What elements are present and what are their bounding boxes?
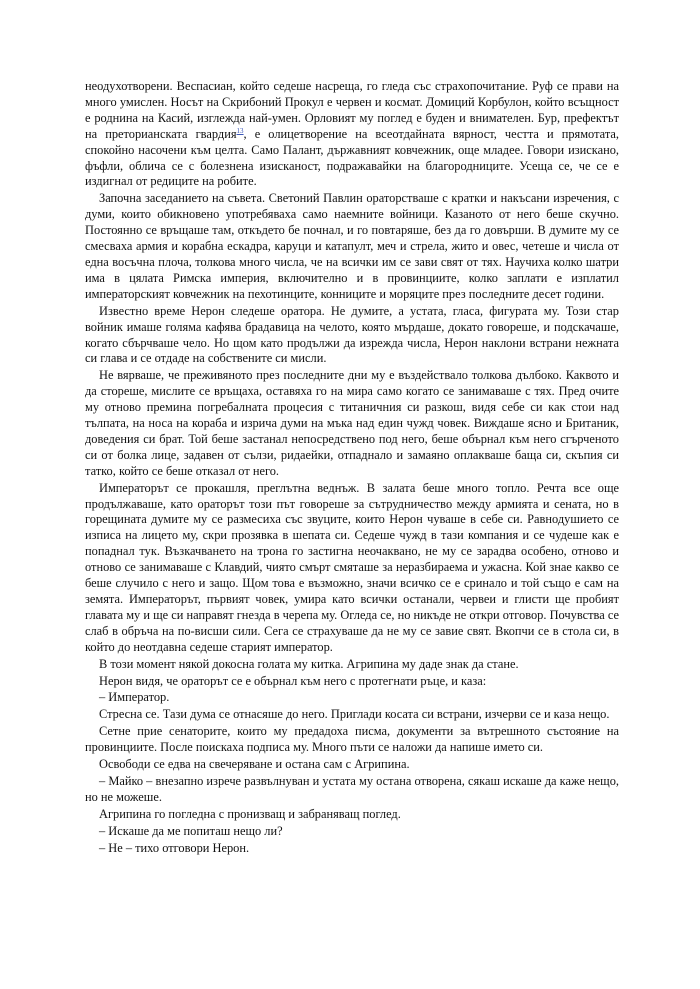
paragraph-1-text-start: неодухотворени. Веспасиан, който седеше насреща, го гледа със страхопочитание. Руф се прави на много умислен. Носът на Скрибоний Прокул е червен и космат. Домиций Корбулон, който всъщност е роднина на Касий, изглежда най-умен. Орловият му поглед е буден и внимателен. Бур, префектът на преторианската гвардия bbox=[85, 79, 619, 141]
paragraph-6: В този момент някой докосна голата му китка. Агрипина му даде знак да стане. bbox=[99, 656, 519, 671]
paragraph-1-text-end: , е олицетворение на всеотдайната вярност, честта и прямотата, спокойно насочени към целта. Само Палант, държавният ковчежник, още младее. Говори изискано, фъфли, облича се с болезнена изисканост, подражавайки на благородниците. Усеща се, че се е издигнал от редиците на робите. bbox=[85, 126, 620, 189]
paragraph-12: – Майко – внезапно изрече развълнуван и устата му остана отворена, сякаш искаше да каже нещо, но не можеше. bbox=[85, 773, 619, 804]
paragraph-7: Нерон видя, че ораторът се е обърнал към него с протегнати ръце, и каза: bbox=[99, 673, 487, 688]
document-page bbox=[85, 79, 619, 858]
paragraph-11: Освободи се едва на свечеряване и остана сам с Агрипина. bbox=[99, 757, 410, 772]
paragraph-13: Агрипина го погледна с пронизващ и забраняващ поглед. bbox=[99, 806, 401, 821]
paragraph-3: Известно време Нерон следеше оратора. Не думите, а устата, гласа, фигурата му. Този стар войник имаше голяма кафява брадавица на челото, която мърдаше, докато говореше, и подскачаше, когато сбърчваше чело. Но щом като продължи да изрежда числа, Нерон наклони встрани нежната си глава и се отдаде на собствените си мисли. bbox=[85, 303, 619, 366]
paragraph-10: Сетне прие сенаторите, които му предадоха писма, документи за вътрешното състояние на провинциите. После поискаха подписа му. Много пъти се наложи да напише името си. bbox=[85, 724, 619, 755]
paragraph-9: Стресна се. Тази дума се отнасяше до него. Приглади косата си встрани, изчерви се и каза нещо. bbox=[99, 707, 610, 722]
paragraph-2: Започна заседанието на съвета. Светоний Павлин ораторстваше с кратки и накъсани изречения, с думи, които обикновено употребяваха само наемните войници. Казаното от него беше скучно. Постоянно се връщаше там, откъдето бе почнал, и го повтаряше, без да го довърши. В думите му се смесваха армия и корабна ескадра, каруци и катапулт, меч и стрела, жито и овес, четеше и числа от една восъчна плоча, толкова много числа, че на всички им се зави свят от тях. Научиха колко шатри има в цялата Римска империя, включително и в провинциите, колко заплати е изплатил императорският ковчежник на пехотинците, конниците и моряците през последните десет години. bbox=[85, 191, 619, 301]
paragraph-15: – Не – тихо отговори Нерон. bbox=[99, 840, 250, 855]
paragraph-5: Императорът се прокашля, преглътна веднъж. В залата беше много топло. Речта все още продължаваше, като ораторът този път говореше за сътрудничество между армията и сената, но в горещината думите му се размесиха със звуците, които Нерон чуваше в себе си. Равнодушието се изписа на лицето му, скри прозявка в шепата си. Седеше чужд в тази компания и се чудеше как е попаднал тук. Възкачването на трона го застигна неочаквано, не му се зарадва особено, отново и отново се занимаваше с Клавдий, чиято смърт смяташе за неразбираема и ужасна. Кой знае какво се беше случило с него и защо. Щом това е възможно, значи всичко се е сринало и той също е сам на земята. Императорът, първият човек, умира като всички останали, червеи и глисти ще пробият главата му и ще си направят гнезда в черепа му. Огледа се, но никъде не откри отговор. Почувства се слаб в обръча на по-висши сили. Сега се страхуваше да не му се завие свят. Вкопчи се в стола си, в който до неотдавна седеше старият император. bbox=[85, 480, 619, 654]
footnote-reference[interactable]: 13 bbox=[236, 126, 244, 135]
paragraph-4: Не вярваше, че преживяното през последните дни му е въздействало толкова дълбоко. Каквото и да стореше, мислите се връщаха, оставяха го на мира само когато се занимаваше с тях. Пред очите му отново премина погребалната процесия с титаничния си разкош, видя себе си как стои над тълпата, на носа на кораба и изрича думи на мъка над един чужд човек. Виждаше ясно и Британик, доведения си брат. Той беше застанал непосредствено под него, беше обърнал към него сгърченото си от болка лице, задавен от сълзи, ридаейки, отпаднало и замаяно оплакваше баща си, скъпия си татко, който се беше отказал от него. bbox=[85, 368, 619, 478]
paragraph-1 bbox=[85, 79, 619, 190]
paragraph-8: – Император. bbox=[99, 690, 170, 705]
paragraph-14: – Искаше да ме попиташ нещо ли? bbox=[99, 823, 283, 838]
